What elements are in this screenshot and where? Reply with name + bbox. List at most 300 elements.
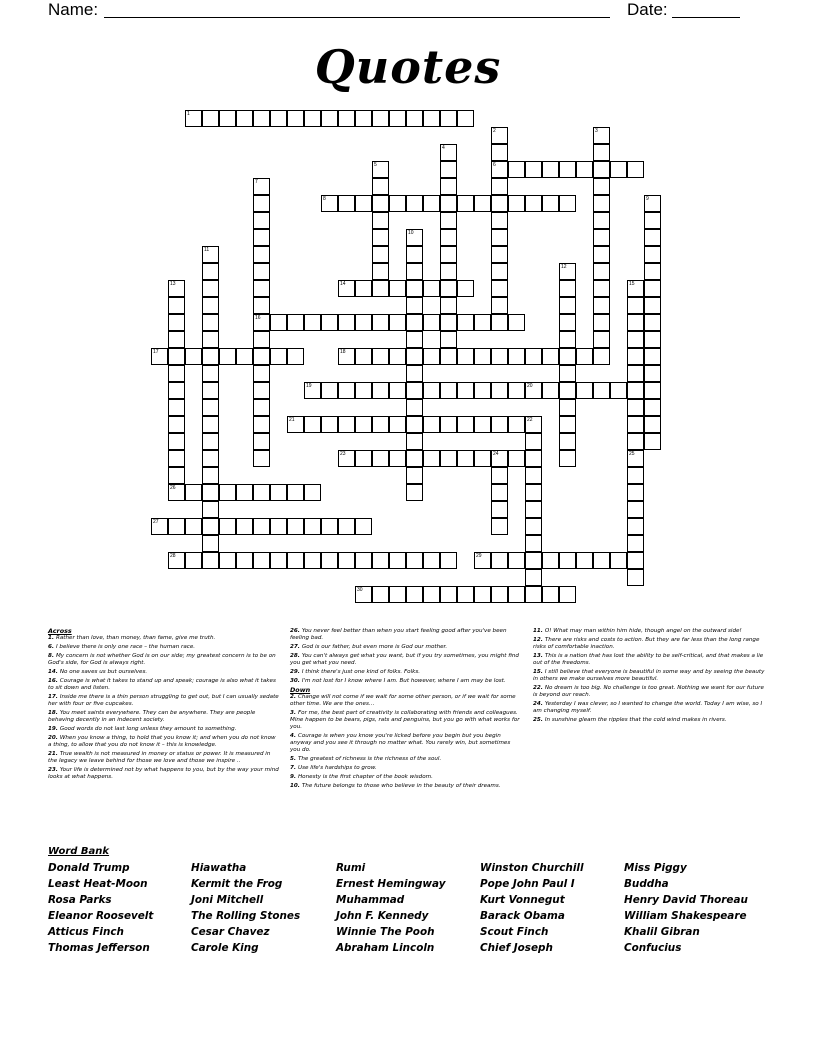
grid-cell[interactable] bbox=[627, 518, 644, 535]
grid-cell[interactable] bbox=[338, 314, 355, 331]
grid-cell[interactable] bbox=[525, 433, 542, 450]
grid-cell[interactable] bbox=[168, 348, 185, 365]
grid-cell[interactable] bbox=[508, 382, 525, 399]
grid-cell[interactable] bbox=[202, 263, 219, 280]
grid-cell[interactable] bbox=[491, 297, 508, 314]
grid-cell[interactable] bbox=[491, 586, 508, 603]
grid-cell[interactable] bbox=[355, 450, 372, 467]
grid-cell[interactable] bbox=[287, 348, 304, 365]
grid-cell[interactable] bbox=[525, 416, 542, 433]
grid-cell[interactable] bbox=[593, 212, 610, 229]
grid-cell[interactable] bbox=[593, 297, 610, 314]
grid-cell[interactable] bbox=[644, 212, 661, 229]
grid-cell[interactable] bbox=[372, 263, 389, 280]
grid-cell[interactable] bbox=[457, 586, 474, 603]
grid-cell[interactable] bbox=[644, 331, 661, 348]
grid-cell[interactable] bbox=[525, 569, 542, 586]
grid-cell[interactable] bbox=[508, 195, 525, 212]
grid-cell[interactable] bbox=[389, 450, 406, 467]
grid-cell[interactable] bbox=[236, 348, 253, 365]
grid-cell[interactable] bbox=[593, 331, 610, 348]
grid-cell[interactable] bbox=[151, 518, 168, 535]
grid-cell[interactable] bbox=[644, 416, 661, 433]
grid-cell[interactable] bbox=[406, 110, 423, 127]
grid-cell[interactable] bbox=[491, 127, 508, 144]
grid-cell[interactable] bbox=[508, 348, 525, 365]
grid-cell[interactable] bbox=[423, 110, 440, 127]
grid-cell[interactable] bbox=[287, 314, 304, 331]
grid-cell[interactable] bbox=[202, 501, 219, 518]
grid-cell[interactable] bbox=[287, 518, 304, 535]
grid-cell[interactable] bbox=[287, 552, 304, 569]
grid-cell[interactable] bbox=[542, 586, 559, 603]
grid-cell[interactable] bbox=[474, 348, 491, 365]
grid-cell[interactable] bbox=[372, 586, 389, 603]
grid-cell[interactable] bbox=[474, 552, 491, 569]
grid-cell[interactable] bbox=[542, 552, 559, 569]
grid-cell[interactable] bbox=[593, 246, 610, 263]
grid-cell[interactable] bbox=[270, 348, 287, 365]
grid-cell[interactable] bbox=[355, 416, 372, 433]
grid-cell[interactable] bbox=[440, 382, 457, 399]
grid-cell[interactable] bbox=[440, 263, 457, 280]
grid-cell[interactable] bbox=[491, 348, 508, 365]
grid-cell[interactable] bbox=[491, 144, 508, 161]
grid-cell[interactable] bbox=[406, 263, 423, 280]
grid-cell[interactable] bbox=[253, 416, 270, 433]
grid-cell[interactable] bbox=[253, 518, 270, 535]
grid-cell[interactable] bbox=[253, 382, 270, 399]
grid-cell[interactable] bbox=[525, 586, 542, 603]
grid-cell[interactable] bbox=[508, 161, 525, 178]
grid-cell[interactable] bbox=[219, 348, 236, 365]
grid-cell[interactable] bbox=[491, 416, 508, 433]
grid-cell[interactable] bbox=[202, 535, 219, 552]
grid-cell[interactable] bbox=[253, 280, 270, 297]
grid-cell[interactable] bbox=[644, 399, 661, 416]
grid-cell[interactable] bbox=[406, 382, 423, 399]
grid-cell[interactable] bbox=[253, 450, 270, 467]
grid-cell[interactable] bbox=[406, 280, 423, 297]
grid-cell[interactable] bbox=[372, 382, 389, 399]
grid-cell[interactable] bbox=[253, 348, 270, 365]
grid-cell[interactable] bbox=[457, 450, 474, 467]
grid-cell[interactable] bbox=[406, 246, 423, 263]
grid-cell[interactable] bbox=[593, 348, 610, 365]
grid-cell[interactable] bbox=[185, 484, 202, 501]
grid-cell[interactable] bbox=[287, 110, 304, 127]
grid-cell[interactable] bbox=[593, 144, 610, 161]
grid-cell[interactable] bbox=[202, 399, 219, 416]
grid-cell[interactable] bbox=[389, 586, 406, 603]
grid-cell[interactable] bbox=[440, 212, 457, 229]
grid-cell[interactable] bbox=[474, 195, 491, 212]
grid-cell[interactable] bbox=[423, 416, 440, 433]
grid-cell[interactable] bbox=[440, 586, 457, 603]
grid-cell[interactable] bbox=[168, 399, 185, 416]
grid-cell[interactable] bbox=[406, 433, 423, 450]
grid-cell[interactable] bbox=[372, 314, 389, 331]
grid-cell[interactable] bbox=[202, 297, 219, 314]
grid-cell[interactable] bbox=[389, 195, 406, 212]
grid-cell[interactable] bbox=[627, 450, 644, 467]
grid-cell[interactable] bbox=[627, 569, 644, 586]
grid-cell[interactable] bbox=[287, 484, 304, 501]
grid-cell[interactable] bbox=[168, 280, 185, 297]
grid-cell[interactable] bbox=[389, 110, 406, 127]
grid-cell[interactable] bbox=[576, 382, 593, 399]
grid-cell[interactable] bbox=[423, 314, 440, 331]
grid-cell[interactable] bbox=[593, 552, 610, 569]
grid-cell[interactable] bbox=[423, 552, 440, 569]
grid-cell[interactable] bbox=[644, 195, 661, 212]
grid-cell[interactable] bbox=[406, 450, 423, 467]
grid-cell[interactable] bbox=[406, 586, 423, 603]
grid-cell[interactable] bbox=[457, 314, 474, 331]
grid-cell[interactable] bbox=[559, 314, 576, 331]
grid-cell[interactable] bbox=[525, 552, 542, 569]
grid-cell[interactable] bbox=[593, 229, 610, 246]
grid-cell[interactable] bbox=[491, 484, 508, 501]
grid-cell[interactable] bbox=[185, 348, 202, 365]
grid-cell[interactable] bbox=[525, 382, 542, 399]
grid-cell[interactable] bbox=[168, 365, 185, 382]
grid-cell[interactable] bbox=[508, 552, 525, 569]
grid-cell[interactable] bbox=[593, 178, 610, 195]
grid-cell[interactable] bbox=[236, 518, 253, 535]
grid-cell[interactable] bbox=[491, 161, 508, 178]
grid-cell[interactable] bbox=[185, 110, 202, 127]
grid-cell[interactable] bbox=[508, 416, 525, 433]
grid-cell[interactable] bbox=[321, 110, 338, 127]
grid-cell[interactable] bbox=[525, 161, 542, 178]
grid-cell[interactable] bbox=[508, 450, 525, 467]
grid-cell[interactable] bbox=[457, 110, 474, 127]
grid-cell[interactable] bbox=[559, 399, 576, 416]
grid-cell[interactable] bbox=[253, 484, 270, 501]
grid-cell[interactable] bbox=[338, 450, 355, 467]
grid-cell[interactable] bbox=[406, 467, 423, 484]
grid-cell[interactable] bbox=[576, 348, 593, 365]
grid-cell[interactable] bbox=[202, 382, 219, 399]
grid-cell[interactable] bbox=[525, 195, 542, 212]
grid-cell[interactable] bbox=[440, 110, 457, 127]
grid-cell[interactable] bbox=[151, 348, 168, 365]
grid-cell[interactable] bbox=[355, 518, 372, 535]
grid-cell[interactable] bbox=[338, 348, 355, 365]
grid-cell[interactable] bbox=[440, 144, 457, 161]
grid-cell[interactable] bbox=[202, 280, 219, 297]
grid-cell[interactable] bbox=[389, 416, 406, 433]
grid-cell[interactable] bbox=[372, 280, 389, 297]
grid-cell[interactable] bbox=[457, 195, 474, 212]
grid-cell[interactable] bbox=[423, 450, 440, 467]
grid-cell[interactable] bbox=[576, 161, 593, 178]
grid-cell[interactable] bbox=[457, 416, 474, 433]
grid-cell[interactable] bbox=[253, 365, 270, 382]
grid-cell[interactable] bbox=[168, 297, 185, 314]
grid-cell[interactable] bbox=[644, 348, 661, 365]
grid-cell[interactable] bbox=[593, 280, 610, 297]
grid-cell[interactable] bbox=[440, 348, 457, 365]
grid-cell[interactable] bbox=[627, 382, 644, 399]
grid-cell[interactable] bbox=[491, 552, 508, 569]
grid-cell[interactable] bbox=[627, 552, 644, 569]
grid-cell[interactable] bbox=[593, 195, 610, 212]
grid-cell[interactable] bbox=[440, 195, 457, 212]
grid-cell[interactable] bbox=[627, 348, 644, 365]
grid-cell[interactable] bbox=[644, 433, 661, 450]
grid-cell[interactable] bbox=[542, 195, 559, 212]
grid-cell[interactable] bbox=[338, 110, 355, 127]
grid-cell[interactable] bbox=[457, 382, 474, 399]
grid-cell[interactable] bbox=[202, 314, 219, 331]
grid-cell[interactable] bbox=[406, 399, 423, 416]
grid-cell[interactable] bbox=[491, 263, 508, 280]
grid-cell[interactable] bbox=[287, 416, 304, 433]
grid-cell[interactable] bbox=[253, 263, 270, 280]
grid-cell[interactable] bbox=[202, 331, 219, 348]
grid-cell[interactable] bbox=[185, 518, 202, 535]
grid-cell[interactable] bbox=[610, 161, 627, 178]
grid-cell[interactable] bbox=[355, 348, 372, 365]
grid-cell[interactable] bbox=[372, 416, 389, 433]
grid-cell[interactable] bbox=[593, 263, 610, 280]
grid-cell[interactable] bbox=[423, 195, 440, 212]
grid-cell[interactable] bbox=[559, 348, 576, 365]
grid-cell[interactable] bbox=[457, 348, 474, 365]
grid-cell[interactable] bbox=[508, 586, 525, 603]
grid-cell[interactable] bbox=[542, 348, 559, 365]
grid-cell[interactable] bbox=[338, 382, 355, 399]
grid-cell[interactable] bbox=[610, 382, 627, 399]
grid-cell[interactable] bbox=[457, 280, 474, 297]
grid-cell[interactable] bbox=[644, 263, 661, 280]
grid-cell[interactable] bbox=[525, 518, 542, 535]
grid-cell[interactable] bbox=[440, 229, 457, 246]
grid-cell[interactable] bbox=[321, 314, 338, 331]
grid-cell[interactable] bbox=[491, 314, 508, 331]
grid-cell[interactable] bbox=[627, 535, 644, 552]
grid-cell[interactable] bbox=[168, 331, 185, 348]
grid-cell[interactable] bbox=[168, 484, 185, 501]
grid-cell[interactable] bbox=[440, 552, 457, 569]
grid-cell[interactable] bbox=[304, 314, 321, 331]
grid-cell[interactable] bbox=[440, 416, 457, 433]
grid-cell[interactable] bbox=[168, 433, 185, 450]
grid-cell[interactable] bbox=[270, 484, 287, 501]
grid-cell[interactable] bbox=[491, 229, 508, 246]
grid-cell[interactable] bbox=[202, 552, 219, 569]
grid-cell[interactable] bbox=[270, 552, 287, 569]
grid-cell[interactable] bbox=[219, 552, 236, 569]
grid-cell[interactable] bbox=[559, 280, 576, 297]
grid-cell[interactable] bbox=[202, 450, 219, 467]
grid-cell[interactable] bbox=[644, 365, 661, 382]
grid-cell[interactable] bbox=[304, 552, 321, 569]
grid-cell[interactable] bbox=[627, 365, 644, 382]
grid-cell[interactable] bbox=[474, 314, 491, 331]
grid-cell[interactable] bbox=[491, 382, 508, 399]
grid-cell[interactable] bbox=[389, 552, 406, 569]
grid-cell[interactable] bbox=[406, 229, 423, 246]
grid-cell[interactable] bbox=[559, 416, 576, 433]
grid-cell[interactable] bbox=[355, 552, 372, 569]
grid-cell[interactable] bbox=[474, 416, 491, 433]
grid-cell[interactable] bbox=[372, 110, 389, 127]
grid-cell[interactable] bbox=[270, 314, 287, 331]
grid-cell[interactable] bbox=[627, 433, 644, 450]
grid-cell[interactable] bbox=[185, 552, 202, 569]
grid-cell[interactable] bbox=[627, 280, 644, 297]
grid-cell[interactable] bbox=[406, 348, 423, 365]
grid-cell[interactable] bbox=[474, 382, 491, 399]
grid-cell[interactable] bbox=[474, 450, 491, 467]
grid-cell[interactable] bbox=[406, 365, 423, 382]
grid-cell[interactable] bbox=[168, 314, 185, 331]
grid-cell[interactable] bbox=[627, 331, 644, 348]
grid-cell[interactable] bbox=[525, 535, 542, 552]
grid-cell[interactable] bbox=[559, 263, 576, 280]
grid-cell[interactable] bbox=[406, 484, 423, 501]
grid-cell[interactable] bbox=[253, 229, 270, 246]
grid-cell[interactable] bbox=[338, 195, 355, 212]
grid-cell[interactable] bbox=[491, 518, 508, 535]
grid-cell[interactable] bbox=[372, 161, 389, 178]
grid-cell[interactable] bbox=[389, 382, 406, 399]
grid-cell[interactable] bbox=[253, 331, 270, 348]
grid-cell[interactable] bbox=[321, 552, 338, 569]
grid-cell[interactable] bbox=[559, 382, 576, 399]
grid-cell[interactable] bbox=[253, 297, 270, 314]
grid-cell[interactable] bbox=[202, 246, 219, 263]
grid-cell[interactable] bbox=[321, 195, 338, 212]
grid-cell[interactable] bbox=[355, 382, 372, 399]
grid-cell[interactable] bbox=[627, 314, 644, 331]
grid-cell[interactable] bbox=[440, 331, 457, 348]
grid-cell[interactable] bbox=[338, 280, 355, 297]
grid-cell[interactable] bbox=[593, 161, 610, 178]
grid-cell[interactable] bbox=[253, 246, 270, 263]
grid-cell[interactable] bbox=[253, 178, 270, 195]
grid-cell[interactable] bbox=[525, 484, 542, 501]
grid-cell[interactable] bbox=[644, 246, 661, 263]
grid-cell[interactable] bbox=[491, 246, 508, 263]
grid-cell[interactable] bbox=[270, 518, 287, 535]
grid-cell[interactable] bbox=[525, 467, 542, 484]
grid-cell[interactable] bbox=[559, 161, 576, 178]
grid-cell[interactable] bbox=[423, 348, 440, 365]
grid-cell[interactable] bbox=[304, 518, 321, 535]
grid-cell[interactable] bbox=[559, 586, 576, 603]
grid-cell[interactable] bbox=[423, 586, 440, 603]
grid-cell[interactable] bbox=[372, 348, 389, 365]
grid-cell[interactable] bbox=[559, 450, 576, 467]
grid-cell[interactable] bbox=[644, 297, 661, 314]
grid-cell[interactable] bbox=[440, 280, 457, 297]
grid-cell[interactable] bbox=[219, 484, 236, 501]
grid-cell[interactable] bbox=[321, 416, 338, 433]
grid-cell[interactable] bbox=[525, 501, 542, 518]
grid-cell[interactable] bbox=[406, 552, 423, 569]
grid-cell[interactable] bbox=[406, 297, 423, 314]
grid-cell[interactable] bbox=[304, 110, 321, 127]
grid-cell[interactable] bbox=[304, 484, 321, 501]
grid-cell[interactable] bbox=[372, 552, 389, 569]
grid-cell[interactable] bbox=[491, 501, 508, 518]
grid-cell[interactable] bbox=[491, 212, 508, 229]
grid-cell[interactable] bbox=[627, 484, 644, 501]
grid-cell[interactable] bbox=[202, 348, 219, 365]
grid-cell[interactable] bbox=[355, 195, 372, 212]
grid-cell[interactable] bbox=[576, 552, 593, 569]
grid-cell[interactable] bbox=[236, 484, 253, 501]
grid-cell[interactable] bbox=[474, 586, 491, 603]
grid-cell[interactable] bbox=[355, 314, 372, 331]
grid-cell[interactable] bbox=[627, 161, 644, 178]
grid-cell[interactable] bbox=[542, 161, 559, 178]
grid-cell[interactable] bbox=[389, 280, 406, 297]
grid-cell[interactable] bbox=[372, 178, 389, 195]
grid-cell[interactable] bbox=[559, 365, 576, 382]
grid-cell[interactable] bbox=[440, 450, 457, 467]
grid-cell[interactable] bbox=[270, 110, 287, 127]
grid-cell[interactable] bbox=[440, 246, 457, 263]
grid-cell[interactable] bbox=[236, 110, 253, 127]
grid-cell[interactable] bbox=[593, 382, 610, 399]
grid-cell[interactable] bbox=[253, 195, 270, 212]
grid-cell[interactable] bbox=[168, 450, 185, 467]
grid-cell[interactable] bbox=[253, 399, 270, 416]
grid-cell[interactable] bbox=[168, 382, 185, 399]
grid-cell[interactable] bbox=[610, 552, 627, 569]
grid-cell[interactable] bbox=[559, 433, 576, 450]
grid-cell[interactable] bbox=[253, 212, 270, 229]
grid-cell[interactable] bbox=[168, 518, 185, 535]
grid-cell[interactable] bbox=[423, 280, 440, 297]
grid-cell[interactable] bbox=[440, 178, 457, 195]
grid-cell[interactable] bbox=[559, 297, 576, 314]
grid-cell[interactable] bbox=[440, 297, 457, 314]
grid-cell[interactable] bbox=[525, 348, 542, 365]
grid-cell[interactable] bbox=[202, 518, 219, 535]
grid-cell[interactable] bbox=[644, 280, 661, 297]
grid-cell[interactable] bbox=[202, 467, 219, 484]
grid-cell[interactable] bbox=[168, 552, 185, 569]
grid-cell[interactable] bbox=[525, 450, 542, 467]
grid-cell[interactable] bbox=[593, 314, 610, 331]
grid-cell[interactable] bbox=[627, 416, 644, 433]
grid-cell[interactable] bbox=[219, 518, 236, 535]
grid-cell[interactable] bbox=[491, 467, 508, 484]
grid-cell[interactable] bbox=[644, 229, 661, 246]
grid-cell[interactable] bbox=[559, 195, 576, 212]
grid-cell[interactable] bbox=[627, 399, 644, 416]
grid-cell[interactable] bbox=[406, 314, 423, 331]
grid-cell[interactable] bbox=[321, 518, 338, 535]
grid-cell[interactable] bbox=[440, 161, 457, 178]
grid-cell[interactable] bbox=[372, 229, 389, 246]
grid-cell[interactable] bbox=[423, 382, 440, 399]
grid-cell[interactable] bbox=[304, 416, 321, 433]
grid-cell[interactable] bbox=[389, 314, 406, 331]
grid-cell[interactable] bbox=[406, 331, 423, 348]
grid-cell[interactable] bbox=[202, 416, 219, 433]
grid-cell[interactable] bbox=[406, 416, 423, 433]
grid-cell[interactable] bbox=[559, 331, 576, 348]
grid-cell[interactable] bbox=[508, 314, 525, 331]
grid-cell[interactable] bbox=[338, 416, 355, 433]
